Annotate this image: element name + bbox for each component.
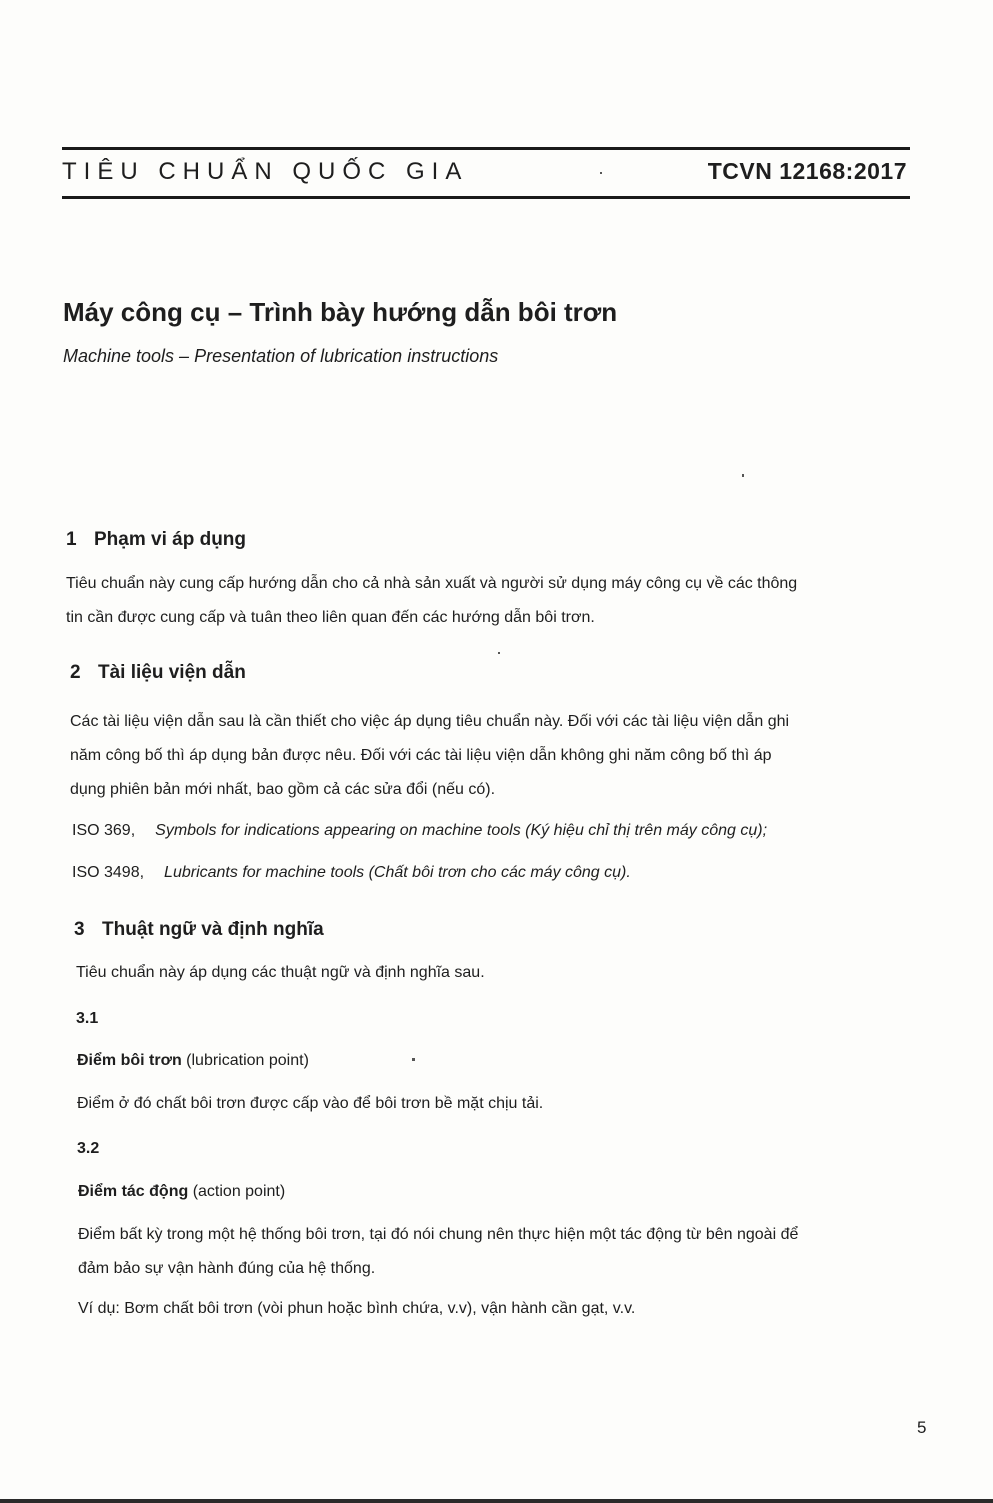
term-3-2-name bbox=[78, 1183, 285, 1201]
header-standard-label: TIÊU CHUẨN QUỐC GIA bbox=[62, 158, 469, 185]
header-rule-bottom bbox=[62, 196, 910, 199]
reference-code: ISO 3498, bbox=[72, 864, 145, 881]
reference-iso-369 bbox=[72, 822, 767, 840]
section-2-heading bbox=[70, 662, 246, 684]
term-3-2-id: 3.2 bbox=[77, 1140, 100, 1157]
section-number: 2 bbox=[70, 662, 81, 683]
section-3-intro: Tiêu chuẩn này áp dụng các thuật ngữ và định nghĩa sau. bbox=[76, 964, 485, 981]
document-title: Máy công cụ – Trình bày hướng dẫn bôi trơn bbox=[63, 297, 618, 327]
scan-bottom-edge bbox=[0, 1499, 993, 1503]
term-3-1-name bbox=[77, 1052, 309, 1070]
section-title: Phạm vi áp dụng bbox=[94, 529, 247, 550]
reference-title: Symbols for indications appearing on machine tools (Ký hiệu chỉ thị trên máy công cụ); bbox=[155, 822, 768, 839]
reference-code: ISO 369, bbox=[72, 822, 136, 839]
term-3-1-id: 3.1 bbox=[76, 1010, 99, 1027]
section-title: Thuật ngữ và định nghĩa bbox=[102, 919, 324, 940]
scan-speck bbox=[600, 172, 602, 174]
term-english: (lubrication point) bbox=[186, 1052, 309, 1069]
section-2-paragraph bbox=[70, 705, 789, 807]
section-number: 3 bbox=[74, 919, 85, 940]
term-english: (action point) bbox=[192, 1183, 286, 1200]
term-3-2-example: Ví dụ: Bơm chất bôi trơn (vòi phun hoặc bình chứa, v.v), vận hành cần gạt, v.v. bbox=[78, 1300, 636, 1317]
scan-speck bbox=[412, 1058, 415, 1061]
paragraph-line: tin cần được cung cấp và tuân theo liên quan đến các hướng dẫn bôi trơn. bbox=[66, 609, 595, 626]
term-label: Điểm bôi trơn bbox=[77, 1052, 182, 1069]
paragraph-line: Tiêu chuẩn này cung cấp hướng dẫn cho cả nhà sản xuất và người sử dụng máy công cụ về các thông bbox=[66, 575, 798, 592]
section-1-paragraph bbox=[66, 567, 797, 635]
header-standard-code: TCVN 12168:2017 bbox=[707, 158, 907, 184]
term-3-1-definition: Điểm ở đó chất bôi trơn được cấp vào để bôi trơn bề mặt chịu tải. bbox=[77, 1095, 544, 1112]
reference-iso-3498 bbox=[72, 864, 631, 882]
paragraph-line: dụng phiên bản mới nhất, bao gồm cả các sửa đổi (nếu có). bbox=[70, 781, 496, 798]
header-rule-top bbox=[62, 147, 910, 150]
scan-speck bbox=[498, 652, 500, 654]
section-number: 1 bbox=[66, 529, 77, 550]
section-title: Tài liệu viện dẫn bbox=[98, 662, 246, 683]
scan-speck bbox=[742, 474, 744, 477]
paragraph-line: Điểm bất kỳ trong một hệ thống bôi trơn, tại đó nói chung nên thực hiện một tác động từ bên ngoài để bbox=[78, 1226, 799, 1243]
section-1-heading bbox=[66, 529, 246, 551]
document-subtitle: Machine tools – Presentation of lubrication instructions bbox=[63, 346, 499, 366]
paragraph-line: Các tài liệu viện dẫn sau là cần thiết cho việc áp dụng tiêu chuẩn này. Đối với các tài liệu viện dẫn ghi bbox=[70, 713, 790, 730]
term-3-2-definition bbox=[78, 1218, 798, 1286]
paragraph-line: năm công bố thì áp dụng bản được nêu. Đối với các tài liệu viện dẫn không ghi năm công bố thì áp bbox=[70, 747, 772, 764]
term-label: Điểm tác động bbox=[78, 1183, 189, 1200]
reference-title: Lubricants for machine tools (Chất bôi trơn cho các máy công cụ). bbox=[164, 864, 631, 881]
section-3-heading bbox=[74, 919, 324, 941]
page-number: 5 bbox=[917, 1418, 927, 1437]
paragraph-line: đảm bảo sự vận hành đúng của hệ thống. bbox=[78, 1260, 376, 1277]
